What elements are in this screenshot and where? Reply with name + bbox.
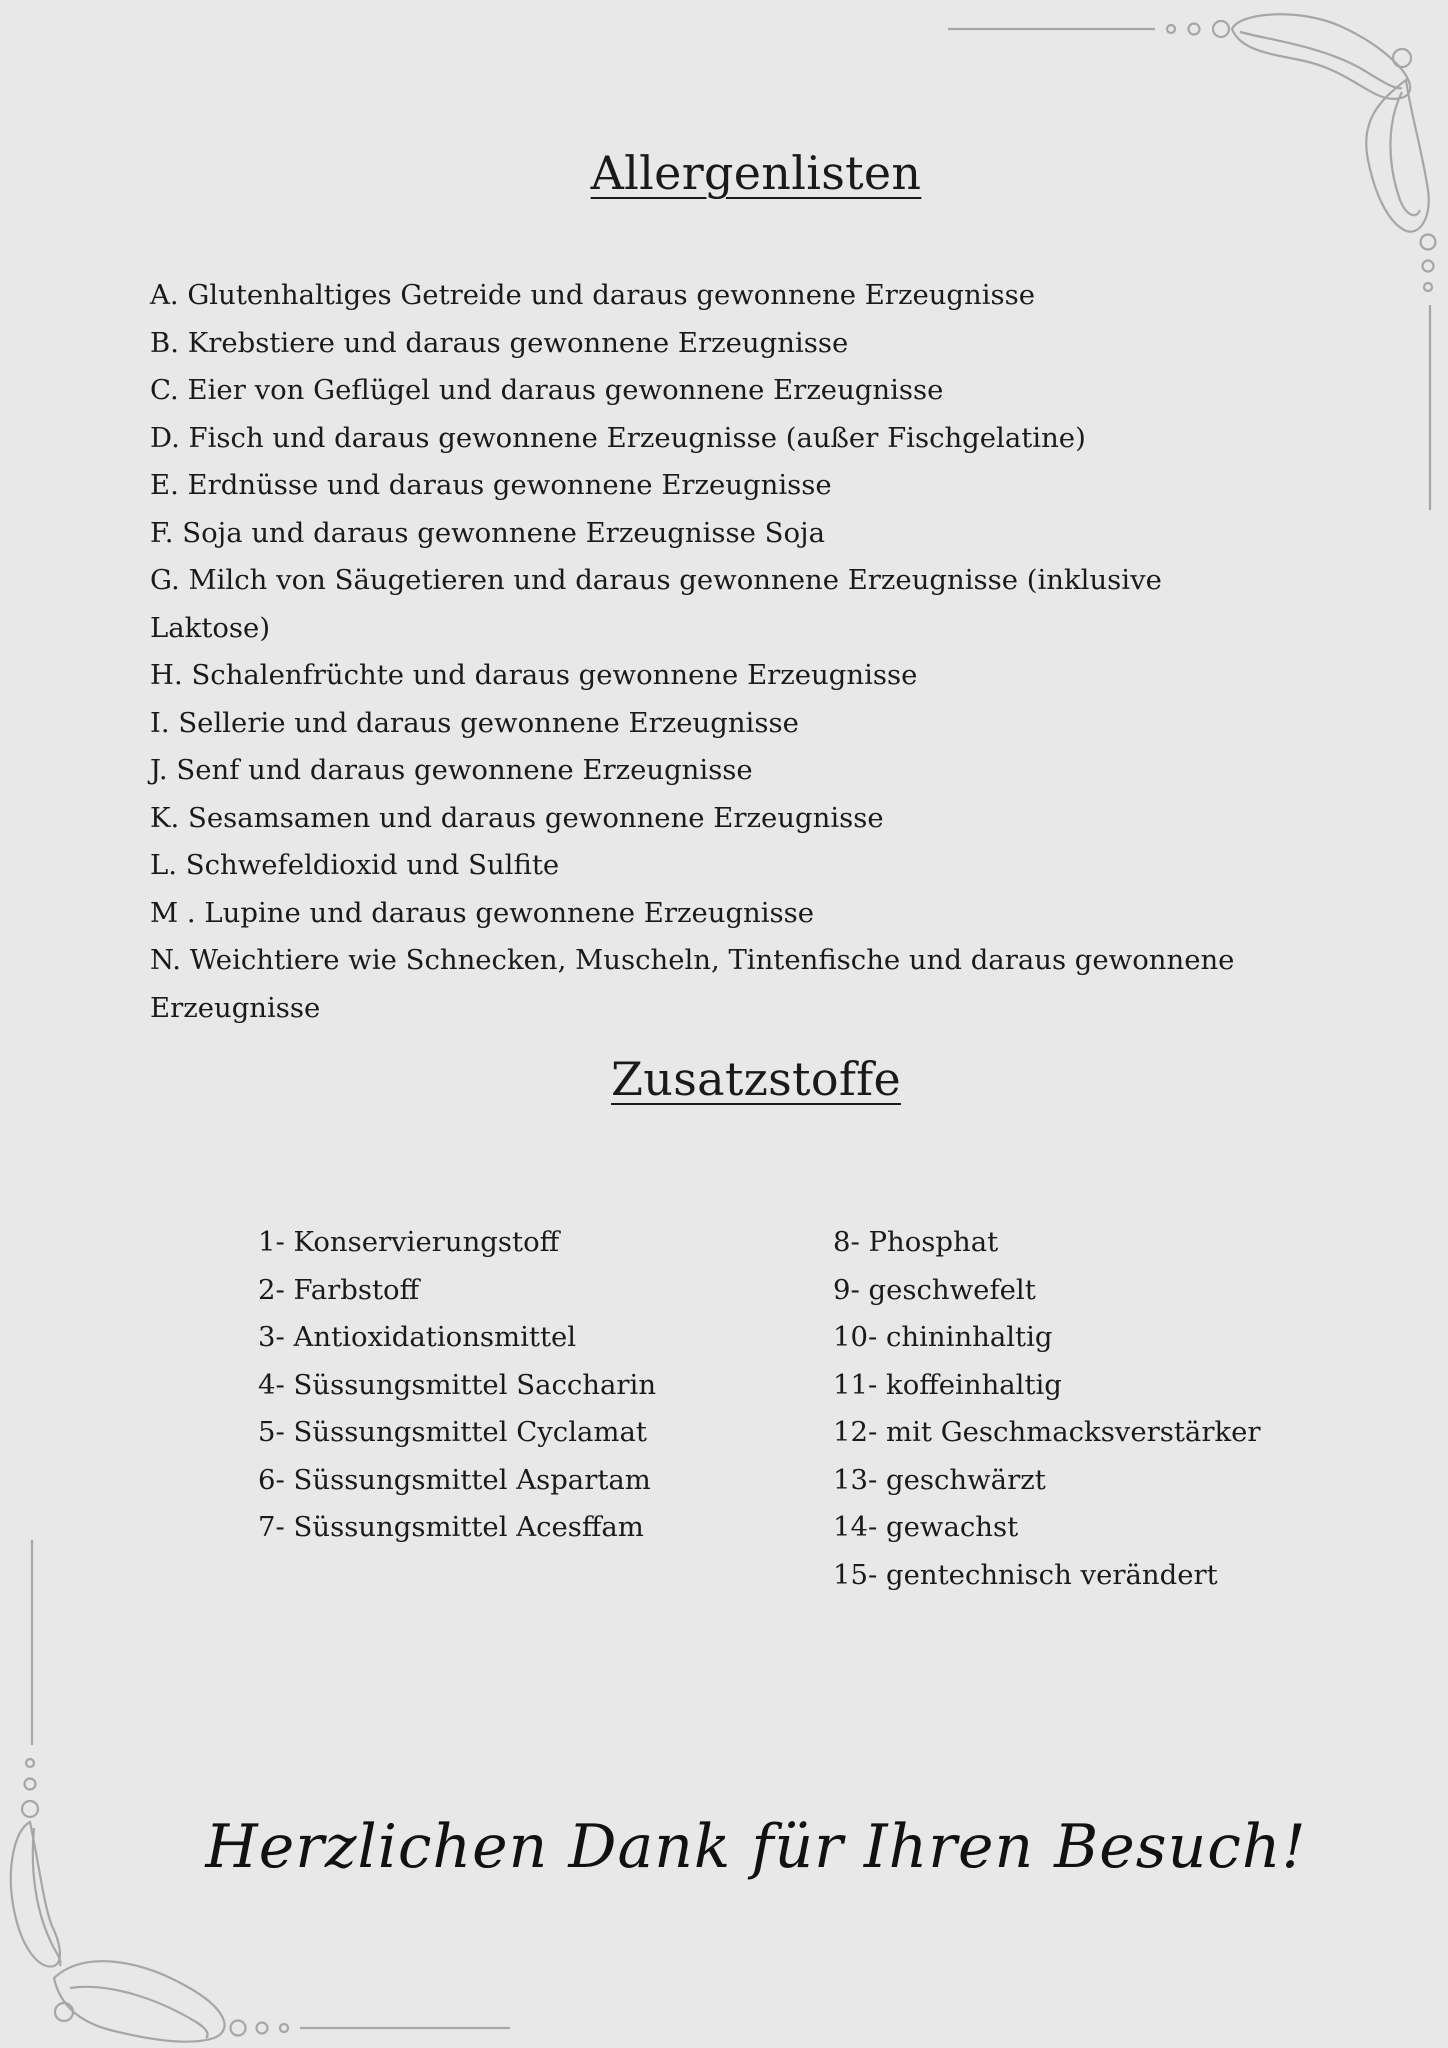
additive-item: 1- Konservierungstoff: [258, 1226, 560, 1258]
allergen-item: M . Lupine und daraus gewonnene Erzeugnisse: [150, 896, 815, 929]
additive-item: 4- Süssungsmittel Saccharin: [258, 1368, 657, 1401]
additive-item: 8- Phosphat: [833, 1226, 999, 1258]
additive-item: 15- gentechnisch verändert: [833, 1558, 1218, 1591]
additive-item: 12- mit Geschmacksverstärker: [833, 1416, 1261, 1448]
allergen-item: G. Milch von Säugetieren und daraus gewonnene Erzeugnisse (inklusive Laktose): [150, 564, 1162, 644]
additive-item: 5- Süssungsmittel Cyclamat: [258, 1416, 647, 1448]
allergen-item: E. Erdnüsse und daraus gewonnene Erzeugnisse: [150, 469, 832, 501]
allergen-item: A. Glutenhaltiges Getreide und daraus gewonnene Erzeugnisse: [150, 279, 1036, 311]
additive-item: 9- geschwefelt: [833, 1273, 1036, 1306]
allergen-item: N. Weichtiere wie Schnecken, Muscheln, Tintenfische und daraus gewonnene Erzeugnisse: [150, 944, 1235, 1024]
allergen-list-title: Allergenlisten: [590, 146, 922, 200]
allergen-item: B. Krebstiere und daraus gewonnene Erzeugnisse: [150, 326, 849, 359]
additive-item: 10- chininhaltig: [833, 1321, 1053, 1353]
allergen-list: [150, 272, 1280, 1032]
thank-you-message: Herzlichen Dank für Ihren Besuch!: [205, 1812, 1307, 1882]
allergen-item: K. Sesamsamen und daraus gewonnene Erzeugnisse: [150, 801, 884, 834]
allergen-item: F. Soja und daraus gewonnene Erzeugnisse Soja: [150, 516, 825, 549]
allergen-item: C. Eier von Geflügel und daraus gewonnene Erzeugnisse: [150, 374, 944, 406]
additive-item: 7- Süssungsmittel Acesffam: [258, 1511, 644, 1543]
additive-item: 14- gewachst: [833, 1511, 1019, 1543]
allergen-item: D. Fisch und daraus gewonnene Erzeugnisse (außer Fischgelatine): [150, 421, 1086, 454]
allergen-item: J. Senf und daraus gewonnene Erzeugnisse: [150, 754, 753, 786]
additive-item: 2- Farbstoff: [258, 1273, 420, 1306]
additives-left-column: [258, 1219, 798, 1552]
allergen-item: L. Schwefeldioxid und Sulfite: [150, 849, 560, 881]
additives-title: Zusatzstoffe: [611, 1052, 901, 1106]
additives-right-column: [833, 1219, 1313, 1599]
additive-item: 11- koffeinhaltig: [833, 1368, 1062, 1401]
additive-item: 13- geschwärzt: [833, 1463, 1046, 1496]
allergen-item: I. Sellerie und daraus gewonnene Erzeugnisse: [150, 706, 799, 739]
allergen-item: H. Schalenfrüchte und daraus gewonnene Erzeugnisse: [150, 659, 918, 691]
additive-item: 3- Antioxidationsmittel: [258, 1321, 577, 1353]
additive-item: 6- Süssungsmittel Aspartam: [258, 1463, 651, 1496]
corner-ornament-bottom-left: [0, 1530, 520, 2048]
